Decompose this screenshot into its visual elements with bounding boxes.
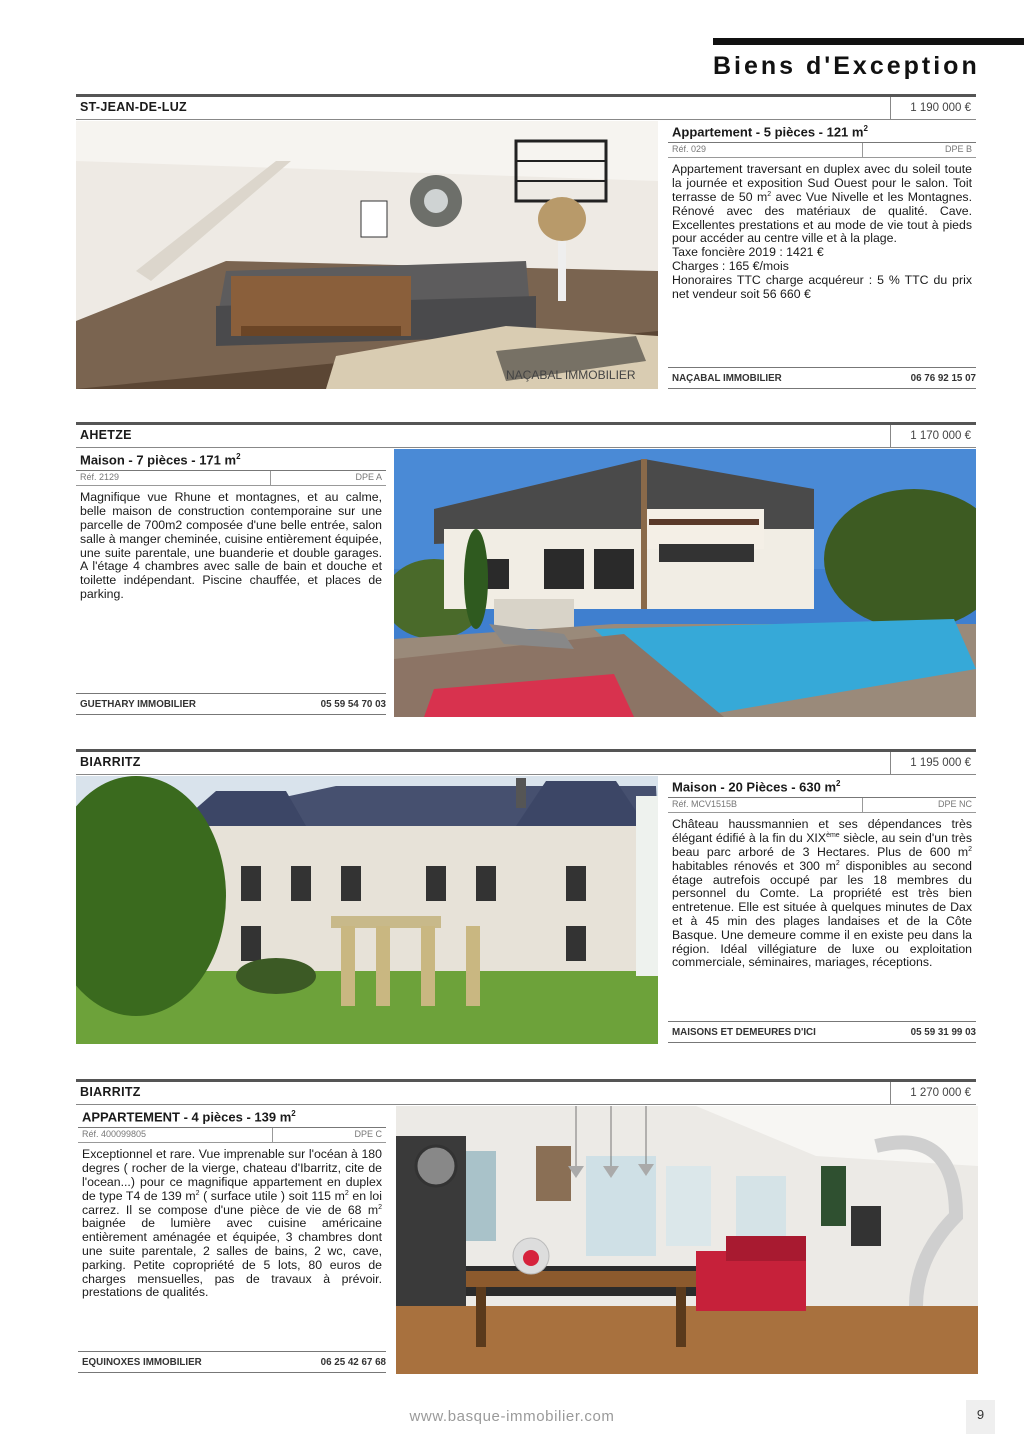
listing-description: Appartement traversant en duplex avec du soleil toute la journée et exposition Sud Ouest pour le salon. Toit terrasse de 50 $m^2$ avec Vue Nivelle et les Montagnes. Rénové avec des matériaux de qualité. Cave. Excellentes prestations et au mode de vie tout à pieds pour accéder au centre ville et à la plage. Taxe foncière 2019 : 1421 € Charges : 165 €/mois Honoraires TTC charge acquéreur : 5 % TTC du prix net vendeur soit 56 660 € bbox=[672, 162, 972, 301]
listing-city: BIARRITZ bbox=[80, 1085, 141, 1099]
page-brand-title: Biens d'Exception bbox=[713, 52, 980, 80]
listing-agency-bar bbox=[668, 1021, 976, 1043]
listing-ref: Réf. 029 bbox=[672, 144, 707, 155]
listing-dpe: DPE B bbox=[944, 144, 972, 155]
listing-ref-row bbox=[78, 1128, 386, 1143]
agency-phone: 06 76 92 15 07 bbox=[910, 373, 976, 384]
listing-dpe: DPE NC bbox=[937, 799, 972, 810]
listing-description: Magnifique vue Rhune et montagnes, et au calme, belle maison de construction contemporaine sur une parcelle de 700m2 composée d'une belle entrée, salon salle à manger cheminée, cuisine entièrement équipée, une suite parentale, une buanderie et double garages. A l'étage 4 chambres avec salle de bain et douche et toilette indépendant. Piscine chauffée, et places de parking. bbox=[80, 490, 382, 601]
listing-agency-bar bbox=[76, 693, 386, 715]
listing-title: Appartement - 5 pièces - 121 $m^2$ bbox=[668, 121, 976, 143]
listing-biarritz-chateau bbox=[76, 749, 976, 1049]
page-number: 9 bbox=[966, 1400, 995, 1434]
agency-name: MAISONS ET DEMEURES D'ICI bbox=[672, 1027, 816, 1038]
listing-price: 1 195 000 € bbox=[890, 752, 976, 774]
listing-info bbox=[78, 1106, 386, 1300]
listing-ref-row bbox=[668, 798, 976, 813]
listing-photo bbox=[396, 1106, 978, 1374]
listing-agency-bar bbox=[78, 1351, 386, 1373]
listing-title: APPARTEMENT - 4 pièces - 139 $m^2$ bbox=[78, 1106, 386, 1128]
listing-header bbox=[76, 1079, 976, 1105]
listing-ref: Réf. MCV1515B bbox=[672, 799, 738, 810]
listing-description: Exceptionnel et rare. Vue imprenable sur l'océan à 180 degres ( rocher de la vierge, chateau d'Ibarritz, cite de l'ocean...) pour ce magnifique appartement en duplex de type T4 de 139 $m^2$ ( surface utile ) soit 115 $m^2$ en loi carrez. Il se compose d'une pièce de vie de 68 $m^2$ baignée de lumière avec cuisine américaine entièrement aménagée et équipée, 3 chambres dont une suite parentale, 2 salles de bains, 2 wc, cave, parking. Petite copropriété de 5 lots, 80 euros de charges mensuelles, pas de travaux à prévoir. prestations de qualités. bbox=[82, 1147, 382, 1300]
listing-st-jean-de-luz bbox=[76, 94, 976, 394]
listing-biarritz-appartement bbox=[76, 1079, 976, 1379]
listing-title: Maison - 20 Pièces - 630 $m^2$ bbox=[668, 776, 976, 798]
listing-price: 1 270 000 € bbox=[890, 1082, 976, 1104]
listing-city: ST-JEAN-DE-LUZ bbox=[80, 100, 187, 114]
listing-header bbox=[76, 94, 976, 120]
listing-header bbox=[76, 422, 976, 448]
listing-agency-bar bbox=[668, 367, 976, 389]
listing-description: Château haussmannien et ses dépendances très élégant édifié à la fin du XIXème siècle, au sein d'un très beau parc arboré de 3 Hectares. Plus de 600 $m^2$ habitables rénovés et 300 $m^2$ disponibles au second étage autrefois occupé par les 18 membres du personnel du Comte. La propriété est très bien entretenue. Elle est située à quelques minutes de Dax et à 45 min des plages landaises et de la Côte Basque. Une demeure comme il en existe peu dans la région. Idéal villégiature de luxe ou exploitation commerciale, séminaires, mariages, réceptions. bbox=[672, 817, 972, 970]
header-bar bbox=[713, 38, 1024, 45]
listing-ref: Réf. 400099805 bbox=[82, 1129, 147, 1140]
photo-watermark: NAÇABAL IMMOBILIER bbox=[506, 368, 636, 382]
agency-phone: 05 59 54 70 03 bbox=[320, 699, 386, 710]
listing-dpe: DPE C bbox=[354, 1129, 382, 1140]
listing-title: Maison - 7 pièces - 171 $m^2$ bbox=[76, 449, 386, 471]
listing-dpe: DPE A bbox=[355, 472, 382, 483]
listing-ref: Réf. 2129 bbox=[80, 472, 120, 483]
listing-price: 1 190 000 € bbox=[890, 97, 976, 119]
listing-city: BIARRITZ bbox=[80, 755, 141, 769]
listing-info bbox=[76, 449, 386, 602]
listing-photo bbox=[76, 121, 658, 389]
agency-name: EQUINOXES IMMOBILIER bbox=[82, 1357, 202, 1368]
listing-info bbox=[668, 121, 976, 301]
listing-ref-row bbox=[76, 471, 386, 486]
listing-ahetze bbox=[76, 422, 976, 722]
listing-photo bbox=[394, 449, 976, 717]
agency-name: GUETHARY IMMOBILIER bbox=[80, 699, 196, 710]
footer-website-url[interactable]: www.basque-immobilier.com bbox=[409, 1408, 615, 1425]
agency-phone: 06 25 42 67 68 bbox=[320, 1357, 386, 1368]
listing-city: AHETZE bbox=[80, 428, 132, 442]
listing-price: 1 170 000 € bbox=[890, 425, 976, 447]
listing-photo bbox=[76, 776, 658, 1044]
agency-name: NAÇABAL IMMOBILIER bbox=[672, 373, 782, 384]
listing-header bbox=[76, 749, 976, 775]
listing-info bbox=[668, 776, 976, 970]
listing-ref-row bbox=[668, 143, 976, 158]
agency-phone: 05 59 31 99 03 bbox=[910, 1027, 976, 1038]
